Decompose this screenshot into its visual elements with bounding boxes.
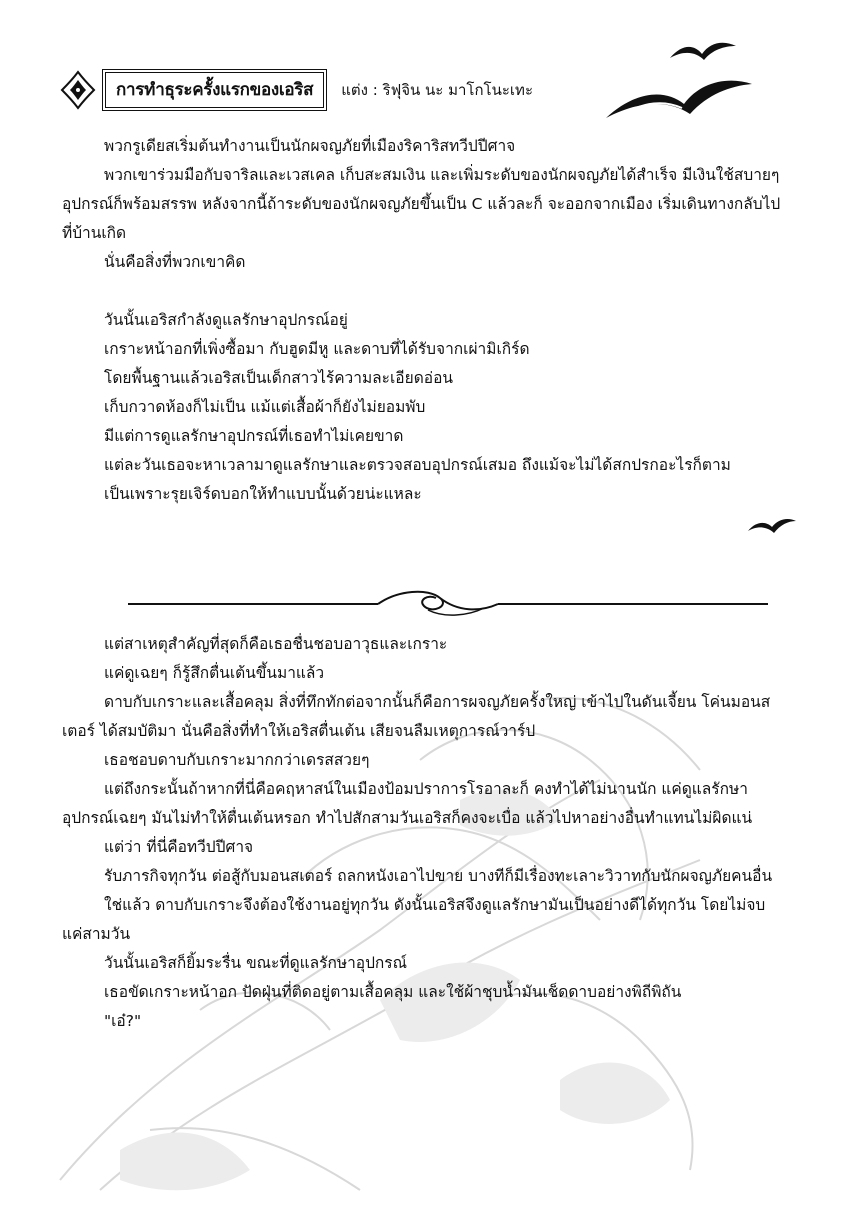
paragraph: แค่ดูเฉยๆ ก็รู้สึกตื่นเต้นขึ้นมาแล้ว	[104, 664, 325, 682]
paragraph: พวกเขาร่วมมือกับจาริลและเวสเคล เก็บสะสมเงิน และเพิ่มระดับของนักผจญภัยได้สำเร็จ มีเงินใช้สบายๆ อุปกรณ์ก็พร้อมสรรพ หลังจากนี้ถ้าระดับของนักผจญภัยขึ้นเป็น C แล้วละก็ จะออกจากเมือง เริ่มเดินทางกลับไปที่บ้านเกิด	[62, 166, 781, 242]
bird-icon	[668, 38, 738, 64]
paragraph: แต่ถึงกระนั้นถ้าหากที่นี่คือคฤหาสน์ในเมืองป้อมปราการโรอาละก็ คงทำได้ไม่นานนัก แค่ดูแลรักษาอุปกรณ์เฉยๆ มันไม่ทำให้ตื่นเต้นหรอก ทำไปสักสามวันเอริสก็คงจะเบื่อ แล้วไปหาอย่างอื่นทำแทนไม่ผิดแน่	[62, 780, 753, 827]
paragraph: แต่ว่า ที่นี่คือทวีปปีศาจ	[104, 838, 254, 856]
bird-icon	[746, 515, 798, 535]
paragraph: พวกรูเดียสเริ่มต้นทำงานเป็นนักผจญภัยที่เมืองริคาริสทวีปปีศาจ	[104, 137, 516, 155]
chapter-title: การทำธุระครั้งแรกของเอริส	[102, 69, 327, 111]
paragraph: วันนั้นเอริสก็ยิ้มระรื่น ขณะที่ดูแลรักษาอุปกรณ์	[104, 954, 408, 972]
section-3	[62, 630, 784, 1036]
paragraph: เป็นเพราะรุยเจิร์ดบอกให้ทำแบบนั้นด้วยน่ะแหละ	[104, 485, 422, 503]
paragraph: เธอชอบดาบกับเกราะมากกว่าเดรสสวยๆ	[104, 751, 370, 769]
paragraph: แต่ละวันเธอจะหาเวลามาดูแลรักษาและตรวจสอบอุปกรณ์เสมอ ถึงแม้จะไม่ได้สกปรกอะไรก็ตาม	[104, 456, 731, 474]
paragraph: เธอขัดเกราะหน้าอก ปัดฝุ่นที่ติดอยู่ตามเสื้อคลุม และใช้ผ้าชุบน้ำมันเช็ดดาบอย่างพิถีพิถัน	[104, 983, 682, 1001]
bird-icon	[604, 74, 754, 124]
paragraph: แต่สาเหตุสำคัญที่สุดก็คือเธอชื่นชอบอาวุธและเกราะ	[104, 635, 448, 653]
paragraph: "เอ๋?"	[104, 1012, 142, 1030]
paragraph: โดยพื้นฐานแล้วเอริสเป็นเด็กสาวไร้ความละเอียดอ่อน	[104, 369, 453, 387]
paragraph: เก็บกวาดห้องก็ไม่เป็น แม้แต่เสื้อผ้าก็ยังไม่ยอมพับ	[104, 398, 426, 416]
paragraph: นั่นคือสิ่งที่พวกเขาคิด	[104, 253, 246, 271]
section-1	[62, 132, 784, 509]
section-divider	[128, 584, 768, 624]
author-credit: แต่ง : ริฟุจิน นะ มาโกโนะเทะ	[341, 81, 533, 99]
paragraph: เกราะหน้าอกที่เพิ่งซื้อมา กับฮูดมีหู และดาบที่ได้รับจากเผ่ามิเกิร์ด	[104, 340, 530, 358]
chapter-header	[58, 68, 533, 112]
paragraph: มีแต่การดูแลรักษาอุปกรณ์ที่เธอทำไม่เคยขาด	[104, 427, 404, 445]
paragraph: วันนั้นเอริสกำลังดูแลรักษาอุปกรณ์อยู่	[104, 311, 348, 329]
ornament-icon	[58, 68, 98, 112]
paragraph: ใช่แล้ว ดาบกับเกราะจึงต้องใช้งานอยู่ทุกวัน ดังนั้นเอริสจึงดูแลรักษามันเป็นอย่างดีได้ทุกวัน โดยไม่จบแค่สามวัน	[62, 896, 766, 943]
paragraph: ดาบกับเกราะและเสื้อคลุม สิ่งที่ทึกทักต่อจากนั้นก็คือการผจญภัยครั้งใหญ่ เข้าไปในดันเจี้ยน โค่นมอนสเตอร์ ได้สมบัติมา นั่นคือสิ่งที่ทำให้เอริสตื่นเต้น เสียจนลืมเหตุการณ์วาร์ป	[62, 693, 771, 740]
paragraph: รับภารกิจทุกวัน ต่อสู้กับมอนสเตอร์ ถลกหนังเอาไปขาย บางทีก็มีเรื่องทะเลาะวิวาทกับนักผจญภัยคนอื่น	[104, 867, 773, 885]
